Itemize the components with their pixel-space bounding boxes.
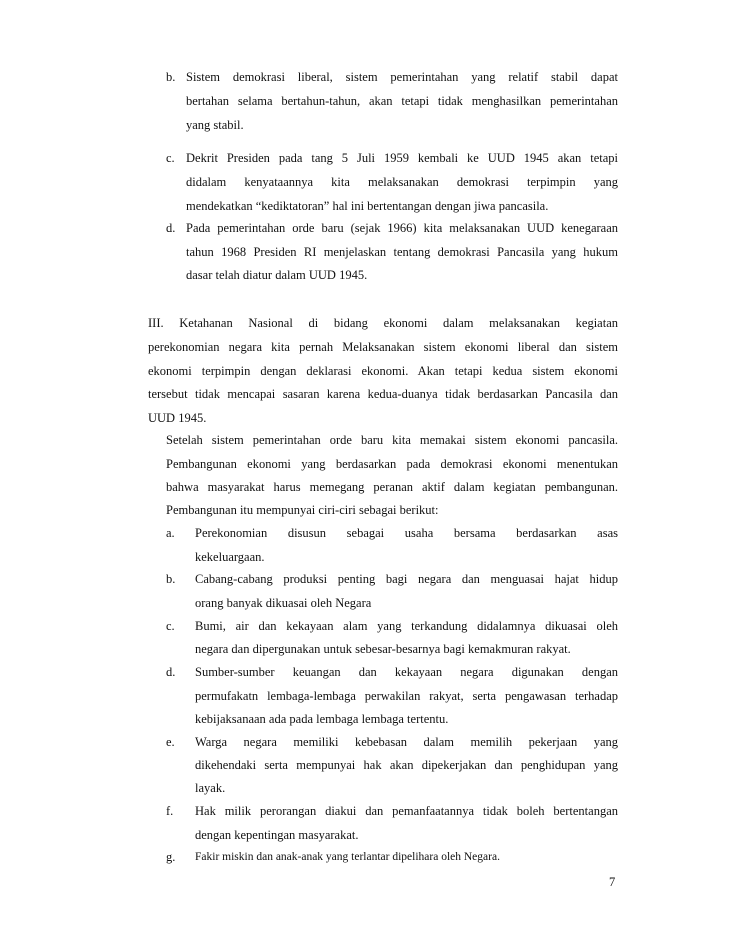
page-number: 7 (609, 875, 616, 889)
list-text-line: Warga negara memiliki kebebasan dalam memilih pekerjaan yang (195, 735, 618, 749)
list-text-line: Fakir miskin dan anak-anak yang terlantar dipelihara oleh Negara. (195, 851, 500, 863)
list-text-line: permufakatn lembaga-lembaga perwakilan rakyat, serta pengawasan terhadap (195, 689, 618, 703)
list-marker: b. (166, 70, 176, 84)
list-text-line: negara dan dipergunakan untuk sebesar-besarnya bagi kemakmuran rakyat. (195, 642, 571, 656)
list-marker: e. (166, 735, 175, 749)
list-marker: g. (166, 850, 176, 864)
paragraph-line: Pembangunan ekonomi yang berdasarkan pada demokrasi ekonomi menentukan (166, 457, 618, 471)
list-text-line: bertahan selama bertahun-tahun, akan tetapi tidak menghasilkan pemerintahan (186, 94, 618, 108)
list-text-line: Bumi, air dan kekayaan alam yang terkandung didalamnya dikuasai oleh (195, 619, 618, 633)
list-text-line: orang banyak dikuasai oleh Negara (195, 596, 372, 610)
list-text-line: Sumber-sumber keuangan dan kekayaan negara digunakan dengan (195, 665, 618, 679)
list-text-line: layak. (195, 781, 226, 795)
list-text-line: yang stabil. (186, 118, 244, 132)
list-text-line: Sistem demokrasi liberal, sistem pemerintahan yang relatif stabil dapat (186, 70, 618, 84)
list-text-line: dengan kepentingan masyarakat. (195, 828, 359, 842)
list-text-line: Dekrit Presiden pada tang 5 Juli 1959 kembali ke UUD 1945 akan tetapi (186, 151, 618, 165)
paragraph-line: ekonomi terpimpin dengan deklarasi ekonomi. Akan tetapi kedua sistem ekonomi (148, 364, 618, 378)
list-text-line: didalam kenyataannya kita melaksanakan demokrasi terpimpin yang (186, 175, 618, 189)
list-marker: a. (166, 526, 175, 540)
paragraph-line: tersebut tidak mencapai sasaran karena kedua-duanya tidak berdasarkan Pancasila dan (148, 387, 618, 401)
list-marker: c. (166, 619, 175, 633)
list-marker: d. (166, 221, 176, 235)
list-marker: c. (166, 151, 175, 165)
list-marker: f. (166, 804, 174, 818)
list-text-line: kebijaksanaan ada pada lembaga lembaga tertentu. (195, 712, 449, 726)
list-text-line: Cabang-cabang produksi penting bagi negara dan menguasai hajat hidup (195, 572, 618, 586)
paragraph-line: bahwa masyarakat harus memegang peranan aktif dalam kegiatan pembangunan. (166, 480, 618, 494)
paragraph-line: perekonomian negara kita pernah Melaksanakan sistem ekonomi liberal dan sistem (148, 340, 618, 354)
list-text-line: tahun 1968 Presiden RI menjelaskan tentang demokrasi Pancasila yang hukum (186, 245, 618, 259)
list-marker: b. (166, 572, 176, 586)
list-text-line: kekeluargaan. (195, 550, 265, 564)
paragraph-line: III. Ketahanan Nasional di bidang ekonomi dalam melaksanakan kegiatan (148, 316, 618, 330)
paragraph-line: Setelah sistem pemerintahan orde baru kita memakai sistem ekonomi pancasila. (166, 433, 618, 447)
list-text-line: mendekatkan “kediktatoran” hal ini bertentangan dengan jiwa pancasila. (186, 199, 549, 213)
list-text-line: Pada pemerintahan orde baru (sejak 1966) kita melaksanakan UUD kenegaraan (186, 221, 618, 235)
list-text-line: Hak milik perorangan diakui dan pemanfaatannya tidak boleh bertentangan (195, 804, 618, 818)
paragraph-line: Pembangunan itu mempunyai ciri-ciri sebagai berikut: (166, 503, 439, 517)
list-text-line: Perekonomian disusun sebagai usaha bersama berdasarkan asas (195, 526, 618, 540)
list-text-line: dikehendaki serta mempunyai hak akan dipekerjakan dan penghidupan yang (195, 758, 618, 772)
list-marker: d. (166, 665, 176, 679)
list-text-line: dasar telah diatur dalam UUD 1945. (186, 268, 368, 282)
paragraph-line: UUD 1945. (148, 411, 207, 425)
